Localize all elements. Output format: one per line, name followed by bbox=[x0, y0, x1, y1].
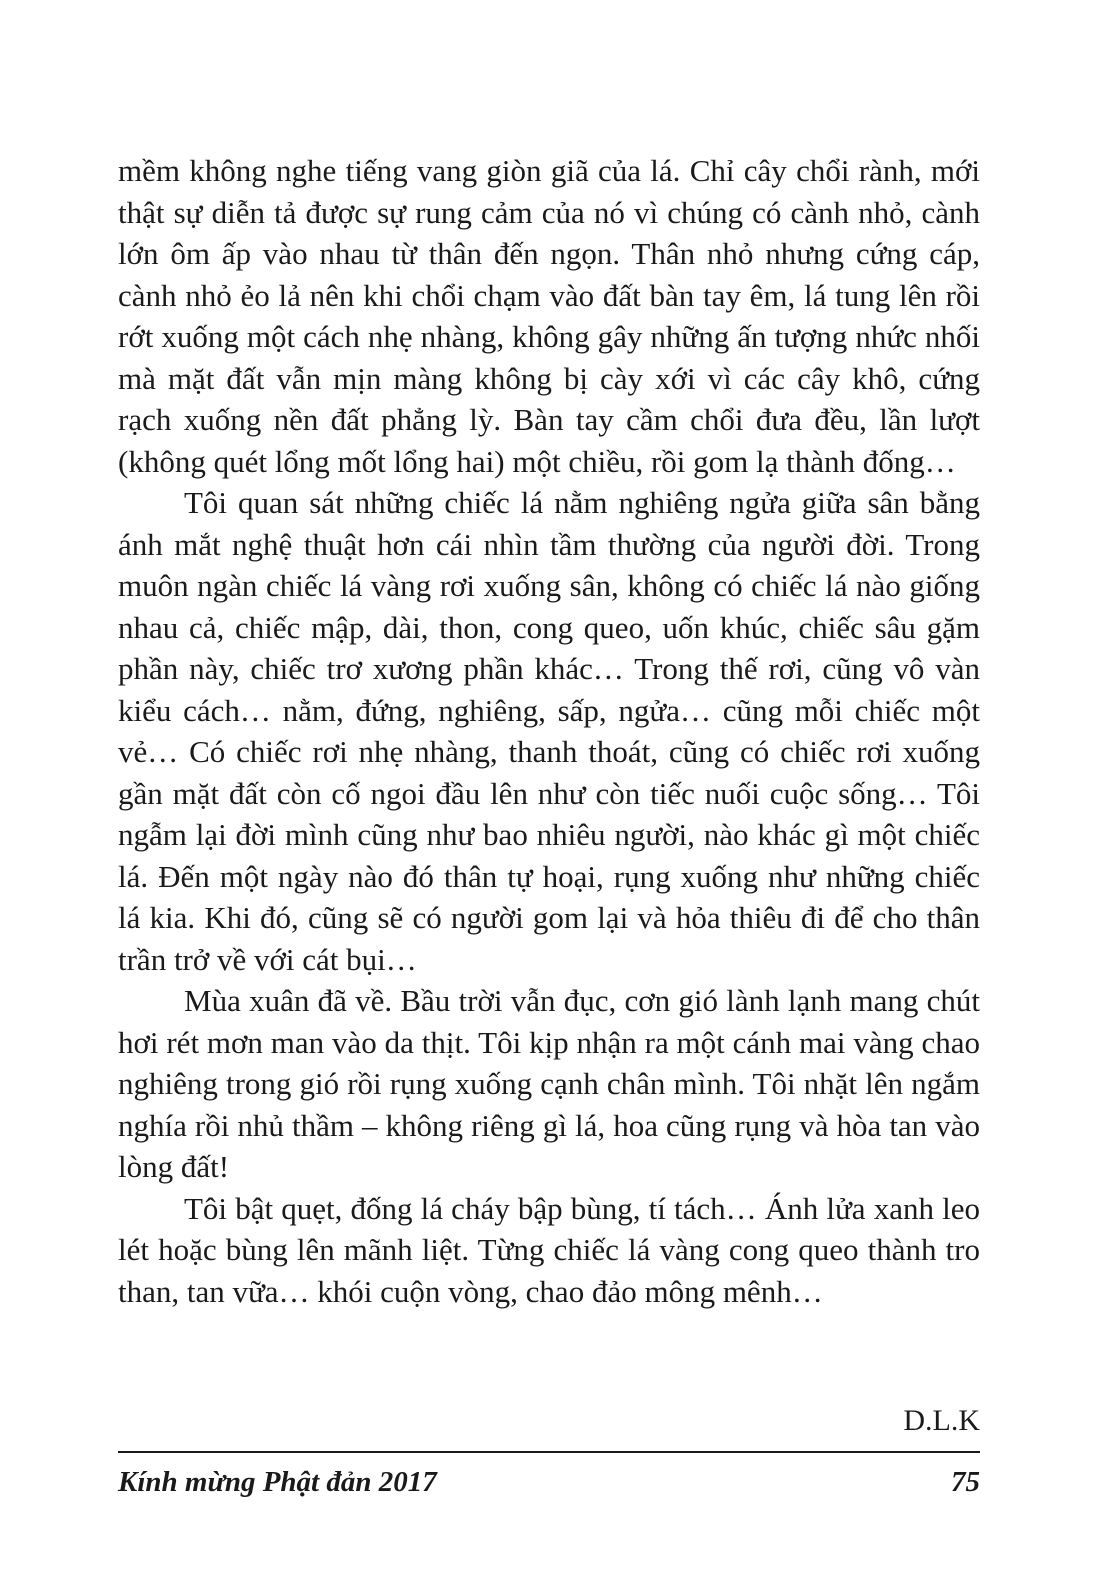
paragraph-2: Tôi quan sát những chiếc lá nằm nghiêng ngửa giữa sân bằng ánh mắt nghệ thuật hơn cái nhìn tầm thường của người đời. Trong muôn ngàn chiếc lá vàng rơi xuống sân, không có chiếc lá nào giống nhau cả, chiếc mập, dài, thon, cong queo, uốn khúc, chiếc sâu gặm phần này, chiếc trơ xương phần khác… Trong thế rơi, cũng vô vàn kiểu cách… nằm, đứng, nghiêng, sấp, ngửa… cũng mỗi chiếc một vẻ… Có chiếc rơi nhẹ nhàng, thanh thoát, cũng có chiếc rơi xuống gần mặt đất còn cố ngoi đầu lên như còn tiếc nuối cuộc sống… Tôi ngẫm lại đời mình cũng như bao nhiêu người, nào khác gì một chiếc lá. Đến một ngày nào đó thân tự hoại, rụng xuống như những chiếc lá kia. Khi đó, cũng sẽ có người gom lại và hỏa thiêu đi để cho thân trần trở về với cát bụi… bbox=[118, 485, 980, 977]
author-signature: D.L.K bbox=[903, 1404, 980, 1437]
article-body bbox=[118, 150, 980, 1312]
paragraph-1: mềm không nghe tiếng vang giòn giã của lá. Chỉ cây chổi rành, mới thật sự diễn tả được sự rung cảm của nó vì chúng có cành nhỏ, cành lớn ôm ấp vào nhau từ thân đến ngọn. Thân nhỏ nhưng cứng cáp, cành nhỏ ẻo lả nên khi chổi chạm vào đất bàn tay êm, lá tung lên rồi rớt xuống một cách nhẹ nhàng, không gây những ấn tượng nhức nhối mà mặt đất vẫn mịn màng không bị cày xới vì các cây khô, cứng rạch xuống nền đất phẳng lỳ. Bàn tay cầm chổi đưa đều, lần lượt (không quét lổng mốt lổng hai) một chiều, rồi gom lạ thành đống… bbox=[118, 153, 980, 479]
page-number: 75 bbox=[951, 1466, 980, 1498]
paragraph-4: Tôi bật quẹt, đống lá cháy bập bùng, tí tách… Ánh lửa xanh leo lét hoặc bùng lên mãnh liệt. Từng chiếc lá vàng cong queo thành tro than, tan vữa… khói cuộn vòng, chao đảo mông mênh… bbox=[118, 1190, 980, 1309]
footer-divider bbox=[118, 1451, 980, 1453]
footer-title: Kính mừng Phật đản 2017 bbox=[118, 1466, 437, 1498]
paragraph-3: Mùa xuân đã về. Bầu trời vẫn đục, cơn gió lành lạnh mang chút hơi rét mơn man vào da thịt. Tôi kịp nhận ra một cánh mai vàng chao nghiêng trong gió rồi rụng xuống cạnh chân mình. Tôi nhặt lên ngắm nghía rồi nhủ thầm – không riêng gì lá, hoa cũng rụng và hòa tan vào lòng đất! bbox=[118, 983, 980, 1184]
